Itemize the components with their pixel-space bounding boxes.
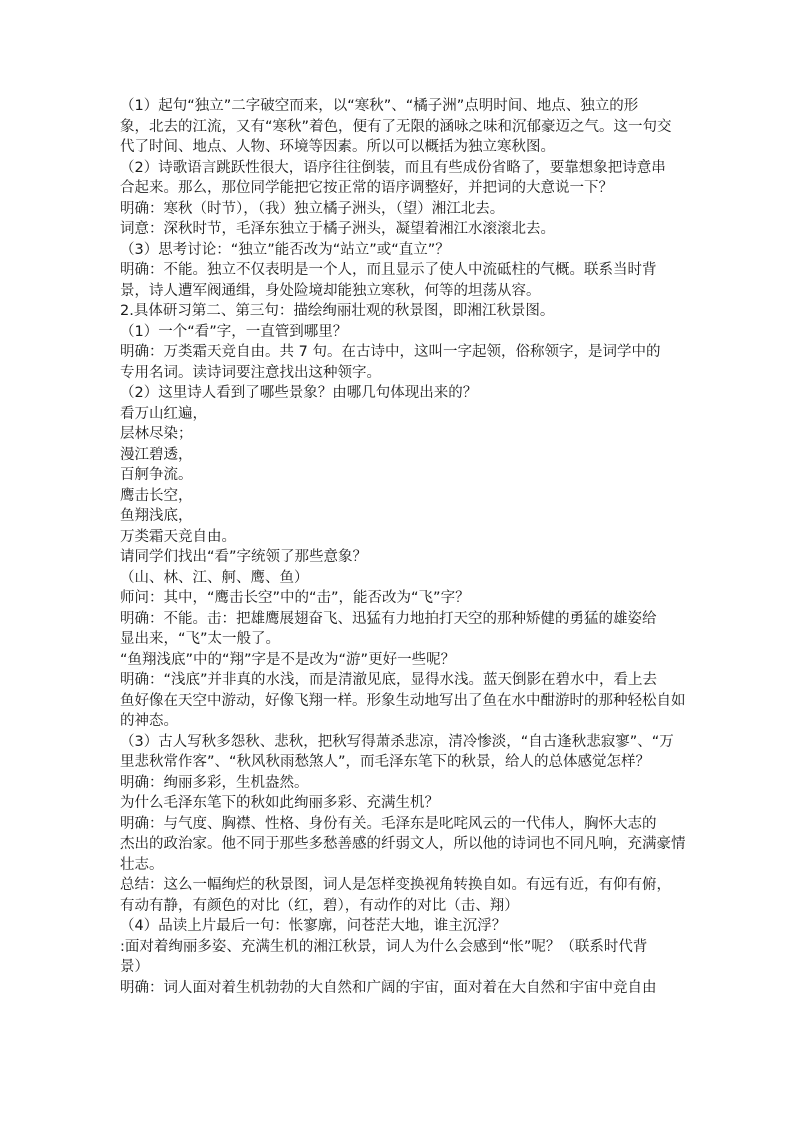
text-line: 显出来，“飞”太一般了。 <box>120 631 281 647</box>
text-line: （1）起句“独立”二字破空而来，以“寒秋”、“橘子洲”点明时间、地点、独立的形 <box>120 98 639 114</box>
text-line: 明确：与气度、胸襟、性格、身份有关。毛泽东是叱咤风云的一代伟人，胸怀大志的 <box>120 815 657 832</box>
text-line: 鱼翔浅底， <box>120 508 193 524</box>
text-line: 百舸争流。 <box>120 467 193 483</box>
text-line: 鱼好像在天空中游动，好像飞翔一样。形象生动地写出了鱼在水中酣游时的那种轻松自如 <box>120 692 686 709</box>
text-line: 总结：这么一幅绚烂的秋景图，词人是怎样变换视角转换自如。有远有近，有仰有俯， <box>120 877 671 893</box>
text-line: 里悲秋常作客”、“秋风秋雨愁煞人”，而毛泽东笔下的秋景，给人的总体感觉怎样？ <box>120 754 651 770</box>
text-line: （3）古人写秋多怨秋、悲秋，把秋写得萧杀悲凉，清冷惨淡，“自古逢秋悲寂寥”、“万 <box>120 733 674 750</box>
text-line: 的神态。 <box>120 713 178 729</box>
text-line: 明确：词人面对着生机勃勃的大自然和广阔的宇宙，面对着在大自然和宇宙中竞自由 <box>120 979 657 996</box>
text-line: 明确：不能。击：把雄鹰展翅奋飞、迅猛有力地拍打天空的那种矫健的勇猛的雄姿给 <box>120 610 657 627</box>
text-line: 师问：其中，“鹰击长空”中的“击”，能否改为“飞”字？ <box>120 590 470 606</box>
text-line: 明确：“浅底”并非真的水浅，而是清澈见底，显得水浅。蓝天倒影在碧水中，看上去 <box>120 672 658 688</box>
text-line: “鱼翔浅底”中的“翔”字是不是改为“游”更好一些呢？ <box>120 651 456 668</box>
text-line: 明确：不能。独立不仅表明是一个人，而且显示了使人中流砥柱的气概。联系当时背 <box>120 262 657 278</box>
text-line: 有动有静，有颜色的对比（红，碧），有动作的对比（击、翔） <box>120 897 519 914</box>
text-line: 漫江碧透， <box>120 446 193 463</box>
text-line: 代了时间、地点、人物、环境等因素。所以可以概括为独立寒秋图。 <box>120 139 555 155</box>
text-line: 万类霜天竞自由。 <box>120 528 236 545</box>
document-body <box>120 96 686 998</box>
text-line: （1）一个“看”字，一直管到哪里？ <box>120 323 348 340</box>
text-line: 景） <box>120 959 149 975</box>
text-line: 鹰击长空， <box>120 487 193 504</box>
text-line: （2）诗歌语言跳跃性很大，语序往往倒装，而且有些成份省略了，要靠想象把诗意串 <box>120 159 666 176</box>
text-line: 请同学们找出“看”字统领了那些意象？ <box>120 549 368 565</box>
text-line: 层林尽染； <box>120 426 193 442</box>
text-line: 专用名词。读诗词要注意找出这种领字。 <box>120 364 381 381</box>
text-line: 壮志。 <box>120 856 164 873</box>
text-line: 合起来。那么，那位同学能把它按正常的语序调整好，并把词的大意说一下？ <box>120 180 613 196</box>
text-line: 明确：寒秋（时节），（我）独立橘子洲头，（望）湘江北去。 <box>120 200 505 217</box>
text-line: 2.具体研习第二、第三句：描绘绚丽壮观的秋景图，即湘江秋景图。 <box>120 303 555 319</box>
text-line: （3）思考讨论：“独立”能否改为“站立”或“直立”？ <box>120 241 450 258</box>
text-line: （2）这里诗人看到了哪些景象？由哪几句体现出来的？ <box>120 385 478 401</box>
text-line: 象，北去的江流，又有“寒秋”着色，便有了无限的涵咏之味和沉郁豪迈之气。这一句交 <box>120 118 672 135</box>
text-line: 词意：深秋时节，毛泽东独立于橘子洲头，凝望着湘江水滚滚北去。 <box>120 221 555 237</box>
text-line: 杰出的政治家。他不同于那些多愁善感的纤弱文人，所以他的诗词也不同凡响，充满豪情 <box>120 836 686 852</box>
text-line: （山、林、江、舸、鹰、鱼） <box>120 569 309 586</box>
text-line: 明确：绚丽多彩，生机盎然。 <box>120 774 309 791</box>
text-line: （4）品读上片最后一句：怅寥廓，问苍茫大地，谁主沉浮？ <box>120 918 507 934</box>
text-line: 看万山红遍， <box>120 405 207 422</box>
text-line: 为什么毛泽东笔下的秋如此绚丽多彩、充满生机？ <box>120 795 439 811</box>
text-line: 景，诗人遭军阀通缉，身处险境却能独立寒秋，何等的坦荡从容。 <box>120 282 541 299</box>
text-line: :面对着绚丽多姿、充满生机的湘江秋景，词人为什么会感到“怅”呢？（联系时代背 <box>120 938 648 955</box>
text-line: 明确：万类霜天竞自由。共 7 句。在古诗中，这叫一字起领，俗称领字，是词学中的 <box>120 344 661 360</box>
